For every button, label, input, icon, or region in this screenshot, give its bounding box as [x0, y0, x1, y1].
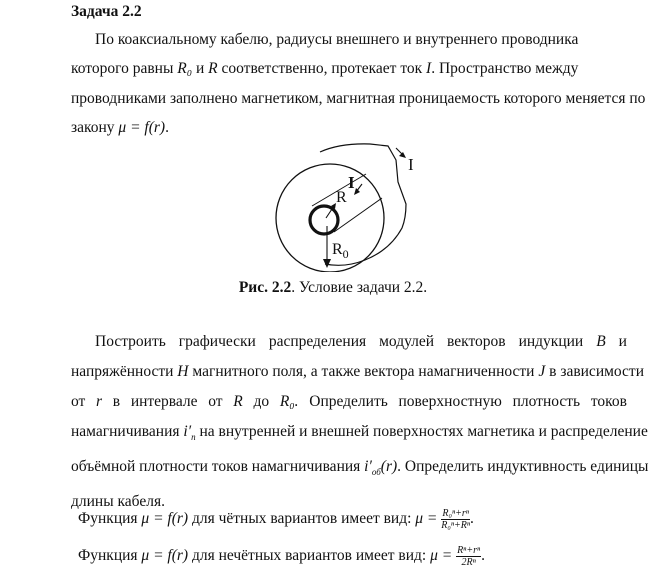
text: напряжённости	[71, 363, 178, 380]
text: . Пространство между	[431, 60, 579, 78]
statement-line-4	[71, 113, 627, 142]
text: для нечётных вариантов имеет вид:	[188, 547, 431, 565]
current-arrow-head	[354, 188, 360, 195]
caption-label: Рис. 2.2	[238, 279, 292, 296]
symbol-r: R	[208, 60, 218, 78]
word: токов	[590, 393, 627, 410]
word: R	[233, 393, 243, 410]
word: r	[96, 393, 103, 410]
word: векторов	[447, 333, 506, 350]
problem-title: Задача 2.2	[71, 3, 142, 20]
task-line-2	[71, 357, 645, 387]
word: плотность	[512, 393, 581, 410]
label-r0	[332, 241, 349, 261]
fraction-denominator: R₀ⁿ+Rⁿ	[441, 520, 471, 531]
word: R₀.	[279, 393, 299, 410]
symbol-i-volume: $i'_{об}(r)$	[364, 458, 398, 478]
formula-mu: μ = f(r)	[141, 547, 189, 565]
task-line-6: длины кабеля.	[71, 493, 165, 511]
statement-line-2	[71, 54, 627, 83]
text: .	[481, 547, 485, 565]
text: .	[470, 510, 474, 528]
text: объёмной плотности токов намагничивания	[71, 458, 365, 476]
formula-mu-eq: μ =	[430, 547, 453, 565]
text: намагничивания	[71, 423, 184, 440]
text: и	[192, 60, 209, 78]
fraction-denominator: 2Rⁿ	[461, 557, 476, 568]
figure-caption	[0, 279, 666, 297]
radius-r0-arrow-head	[323, 259, 331, 268]
text: в зависимости	[545, 363, 645, 380]
text: закону	[71, 118, 119, 136]
task-line-1	[71, 327, 627, 357]
symbol-i: I	[426, 60, 432, 78]
formula-mu: μ = f(r)	[141, 510, 189, 528]
word: Построить	[95, 333, 166, 350]
word: Определить	[309, 393, 388, 410]
word: и	[618, 333, 627, 350]
word: индукции	[518, 333, 584, 350]
label-r0-main: R	[332, 241, 343, 258]
word: интервале	[130, 393, 198, 410]
task-line-5	[71, 452, 649, 487]
word: в	[112, 393, 121, 410]
outer-conductor-circle	[276, 164, 384, 272]
word: от	[71, 393, 86, 410]
problem-statement	[71, 25, 646, 142]
task-line-4	[71, 417, 648, 452]
statement-line-3: проводниками заполнено магнетиком, магнитная проницаемость которого меняется по	[71, 89, 646, 107]
text: магнитного поля, а также вектора намагниченности	[188, 363, 539, 380]
function-odd	[78, 545, 485, 568]
word: графически	[178, 333, 256, 350]
label-i-inner: I	[348, 173, 355, 192]
symbol-i-surface: $i'_п$	[183, 423, 196, 443]
fraction-even	[441, 508, 470, 531]
fraction-numerator: Rⁿ+rⁿ	[457, 545, 481, 556]
text: .	[165, 118, 169, 136]
word: распределения	[268, 333, 367, 350]
text: для чётных вариантов имеет вид:	[188, 510, 416, 528]
coaxial-cable-figure	[270, 140, 420, 272]
text: . Определить индуктивность единицы	[397, 458, 649, 476]
text: Функция	[78, 510, 142, 528]
text: которого равны	[71, 60, 178, 78]
symbol-h: H	[177, 363, 189, 380]
word: до	[253, 393, 270, 410]
word: B	[596, 333, 606, 350]
fraction-numerator: R₀ⁿ+rⁿ	[442, 508, 469, 519]
word: модулей	[379, 333, 435, 350]
fraction-odd	[456, 545, 481, 568]
text: на внутренней и внешней поверхностях магнетика и распределение	[195, 423, 648, 440]
text: соответственно, протекает ток	[217, 60, 427, 78]
word: поверхностную	[398, 393, 502, 410]
function-even	[78, 508, 474, 531]
outer-current-arrow-head	[399, 152, 406, 158]
text: Функция	[78, 547, 142, 565]
task-statement	[71, 327, 649, 517]
label-r: R	[336, 189, 347, 206]
formula-mu: μ = f(r)	[118, 118, 166, 136]
caption-text: . Условие задачи 2.2.	[291, 279, 428, 296]
word: от	[208, 393, 223, 410]
task-line-3	[71, 387, 627, 417]
symbol-r0: R₀	[177, 60, 193, 78]
inner-conductor-circle	[310, 206, 338, 234]
symbol-j: J	[538, 363, 546, 380]
statement-line-1: По коаксиальному кабелю, радиусы внешнего и внутреннего проводника	[95, 31, 579, 48]
label-r0-sub: 0	[342, 247, 349, 261]
formula-mu-eq: μ =	[415, 510, 438, 528]
label-i-outer: I	[408, 155, 414, 174]
